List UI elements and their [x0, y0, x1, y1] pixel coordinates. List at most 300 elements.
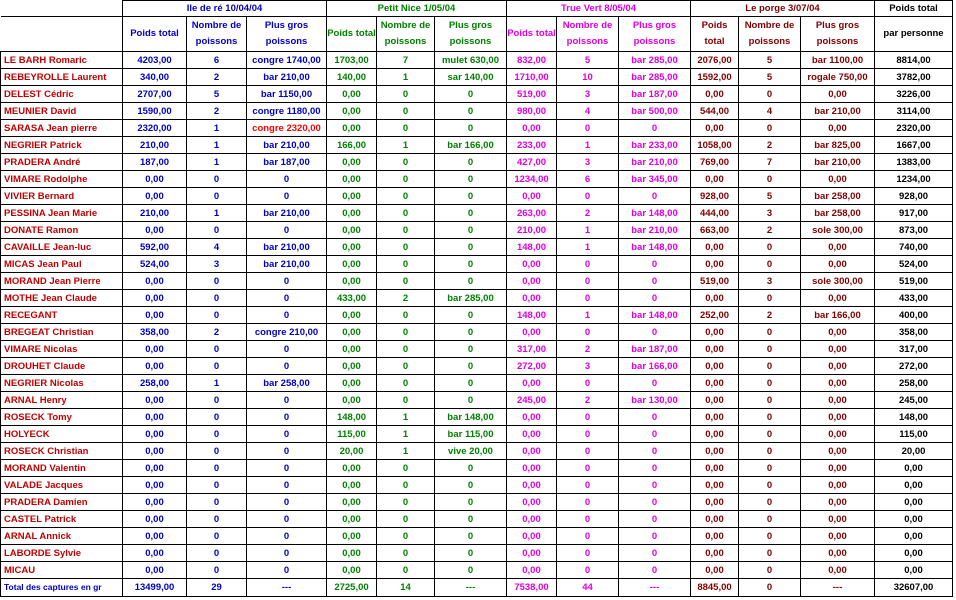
biggest-fish-cell: bar 166,00	[801, 307, 875, 324]
count-cell: 1	[187, 375, 247, 392]
weight-cell: 0,00	[691, 239, 739, 256]
biggest-fish-cell: congre 1180,00	[247, 103, 327, 120]
weight-cell: 166,00	[327, 137, 377, 154]
count-cell: 1	[187, 205, 247, 222]
weight-cell: 0,00	[123, 494, 187, 511]
biggest-fish-cell: 0	[435, 460, 507, 477]
total-weight-cell: 0,00	[875, 545, 953, 562]
total-weight-cell: 245,00	[875, 392, 953, 409]
weight-cell: 980,00	[507, 103, 557, 120]
total-weight-cell: 8814,00	[875, 52, 953, 69]
weight-cell: 0,00	[691, 511, 739, 528]
biggest-fish-cell: 0,00	[801, 477, 875, 494]
count-cell: 4	[739, 103, 801, 120]
table-row	[1, 341, 953, 358]
count-cell: 1	[557, 307, 619, 324]
weight-cell: 0,00	[691, 545, 739, 562]
biggest-fish-cell: 0	[247, 290, 327, 307]
angler-name: SARASA Jean pierre	[1, 120, 123, 137]
count-cell: 7	[739, 154, 801, 171]
table-row	[1, 324, 953, 341]
biggest-fish-cell: 0	[435, 171, 507, 188]
count-cell: 0	[187, 358, 247, 375]
biggest-fish-cell: 0	[247, 545, 327, 562]
total-weight-cell: 3114,00	[875, 103, 953, 120]
weight-cell: 0,00	[507, 477, 557, 494]
total-weight-cell: 917,00	[875, 205, 953, 222]
count-cell: 0	[187, 562, 247, 579]
biggest-fish-cell: 0	[619, 528, 691, 545]
count-cell: 1	[377, 69, 435, 86]
angler-name: VIMARE Rodolphe	[1, 171, 123, 188]
count-cell: 5	[739, 69, 801, 86]
col-header-plus-gros-poissons: Plus gros poissons	[435, 17, 507, 52]
biggest-fish-cell: mulet 630,00	[435, 52, 507, 69]
weight-cell: 148,00	[327, 409, 377, 426]
footer-grand-total: 32607,00	[875, 579, 953, 597]
biggest-fish-cell: 0	[247, 307, 327, 324]
count-cell: 2	[187, 69, 247, 86]
table-row	[1, 375, 953, 392]
weight-cell: 272,00	[507, 358, 557, 375]
biggest-fish-cell: 0	[435, 120, 507, 137]
total-weight-cell: 0,00	[875, 511, 953, 528]
biggest-fish-cell: rogale 750,00	[801, 69, 875, 86]
weight-cell: 0,00	[327, 239, 377, 256]
count-cell: 1	[187, 154, 247, 171]
table-row	[1, 409, 953, 426]
biggest-fish-cell: 0	[247, 273, 327, 290]
angler-name: LABORDE Sylvie	[1, 545, 123, 562]
table-row	[1, 477, 953, 494]
biggest-fish-cell: bar 233,00	[619, 137, 691, 154]
biggest-fish-cell: 0	[619, 409, 691, 426]
biggest-fish-cell: bar 345,00	[619, 171, 691, 188]
weight-cell: 115,00	[327, 426, 377, 443]
col-header-nombre-poissons: Nombre de poissons	[739, 17, 801, 52]
biggest-fish-cell: vive 20,00	[435, 443, 507, 460]
footer-weight: 13499,00	[123, 579, 187, 597]
biggest-fish-cell: bar 1150,00	[247, 86, 327, 103]
table-row	[1, 137, 953, 154]
count-cell: 6	[557, 171, 619, 188]
table-row	[1, 171, 953, 188]
biggest-fish-cell: 0,00	[801, 171, 875, 188]
footer-biggest: ---	[801, 579, 875, 597]
weight-cell: 0,00	[123, 477, 187, 494]
weight-cell: 0,00	[327, 222, 377, 239]
footer-weight: 2725,00	[327, 579, 377, 597]
weight-cell: 187,00	[123, 154, 187, 171]
weight-cell: 0,00	[507, 409, 557, 426]
weight-cell: 0,00	[327, 494, 377, 511]
table-row	[1, 188, 953, 205]
weight-cell: 0,00	[327, 392, 377, 409]
table-row	[1, 52, 953, 69]
biggest-fish-cell: 0	[247, 222, 327, 239]
total-weight-cell: 3226,00	[875, 86, 953, 103]
count-cell: 3	[739, 205, 801, 222]
weight-cell: 0,00	[691, 528, 739, 545]
biggest-fish-cell: 0,00	[801, 341, 875, 358]
table-row	[1, 494, 953, 511]
total-weight-cell: 433,00	[875, 290, 953, 307]
weight-cell: 0,00	[507, 120, 557, 137]
biggest-fish-cell: bar 825,00	[801, 137, 875, 154]
angler-name: ROSECK Tomy	[1, 409, 123, 426]
count-cell: 2	[557, 205, 619, 222]
biggest-fish-cell: 0,00	[801, 511, 875, 528]
biggest-fish-cell: 0	[247, 409, 327, 426]
count-cell: 3	[557, 154, 619, 171]
biggest-fish-cell: 0	[619, 460, 691, 477]
total-weight-cell: 148,00	[875, 409, 953, 426]
table-row	[1, 154, 953, 171]
weight-cell: 519,00	[691, 273, 739, 290]
weight-cell: 928,00	[691, 188, 739, 205]
count-cell: 1	[377, 409, 435, 426]
col-header-plus-gros-poissons: Plus gros poissons	[619, 17, 691, 52]
weight-cell: 0,00	[691, 477, 739, 494]
count-cell: 0	[739, 358, 801, 375]
angler-name: NEGRIER Patrick	[1, 137, 123, 154]
count-cell: 3	[187, 256, 247, 273]
count-cell: 0	[557, 443, 619, 460]
biggest-fish-cell: 0,00	[801, 562, 875, 579]
count-cell: 0	[187, 341, 247, 358]
biggest-fish-cell: 0,00	[801, 460, 875, 477]
weight-cell: 0,00	[691, 443, 739, 460]
biggest-fish-cell: 0,00	[801, 392, 875, 409]
count-cell: 5	[739, 188, 801, 205]
weight-cell: 0,00	[691, 460, 739, 477]
count-cell: 2	[739, 222, 801, 239]
count-cell: 0	[187, 545, 247, 562]
total-weight-cell: 317,00	[875, 341, 953, 358]
table-row	[1, 222, 953, 239]
biggest-fish-cell: 0,00	[801, 239, 875, 256]
count-cell: 0	[557, 528, 619, 545]
weight-cell: 148,00	[507, 239, 557, 256]
footer-count: 14	[377, 579, 435, 597]
count-cell: 0	[739, 86, 801, 103]
angler-name: PRADERA André	[1, 154, 123, 171]
weight-cell: 0,00	[123, 222, 187, 239]
count-cell: 0	[187, 409, 247, 426]
biggest-fish-cell: 0	[435, 188, 507, 205]
count-cell: 1	[557, 239, 619, 256]
biggest-fish-cell: bar 258,00	[247, 375, 327, 392]
biggest-fish-cell: bar 187,00	[619, 341, 691, 358]
count-cell: 0	[739, 392, 801, 409]
angler-name: MOTHE Jean Claude	[1, 290, 123, 307]
count-cell: 0	[377, 562, 435, 579]
footer-count: 0	[739, 579, 801, 597]
weight-cell: 0,00	[327, 120, 377, 137]
weight-cell: 0,00	[327, 256, 377, 273]
angler-name: VALADE Jacques	[1, 477, 123, 494]
corner-cell	[1, 1, 123, 17]
biggest-fish-cell: bar 115,00	[435, 426, 507, 443]
count-cell: 0	[187, 443, 247, 460]
table-row	[1, 69, 953, 86]
count-cell: 0	[377, 494, 435, 511]
biggest-fish-cell: 0	[435, 256, 507, 273]
col-header-poids-total: Poids total	[507, 17, 557, 52]
count-cell: 0	[377, 392, 435, 409]
weight-cell: 0,00	[507, 443, 557, 460]
count-cell: 0	[739, 239, 801, 256]
weight-cell: 0,00	[327, 358, 377, 375]
weight-cell: 0,00	[123, 341, 187, 358]
weight-cell: 0,00	[327, 273, 377, 290]
event-title-1: Ile de ré 10/04/04	[123, 1, 327, 17]
col-header-nombre-poissons: Nombre de poissons	[187, 17, 247, 52]
table-row	[1, 239, 953, 256]
biggest-fish-cell: 0	[247, 477, 327, 494]
biggest-fish-cell: 0	[435, 477, 507, 494]
weight-cell: 0,00	[507, 528, 557, 545]
angler-name: PESSINA Jean Marie	[1, 205, 123, 222]
count-cell: 0	[739, 256, 801, 273]
biggest-fish-cell: 0	[435, 545, 507, 562]
biggest-fish-cell: 0,00	[801, 494, 875, 511]
weight-cell: 2076,00	[691, 52, 739, 69]
total-weight-cell: 358,00	[875, 324, 953, 341]
count-cell: 0	[377, 460, 435, 477]
weight-cell: 2707,00	[123, 86, 187, 103]
table-row	[1, 205, 953, 222]
footer-biggest: ---	[435, 579, 507, 597]
biggest-fish-cell: 0	[435, 324, 507, 341]
count-cell: 4	[557, 103, 619, 120]
biggest-fish-cell: bar 187,00	[619, 86, 691, 103]
biggest-fish-cell: 0	[435, 239, 507, 256]
count-cell: 0	[187, 273, 247, 290]
count-cell: 0	[187, 307, 247, 324]
angler-name: CAVAILLE Jean-luc	[1, 239, 123, 256]
table-row	[1, 86, 953, 103]
weight-cell: 0,00	[123, 273, 187, 290]
weight-cell: 0,00	[327, 324, 377, 341]
weight-cell: 0,00	[327, 154, 377, 171]
biggest-fish-cell: bar 210,00	[801, 154, 875, 171]
biggest-fish-cell: bar 210,00	[247, 69, 327, 86]
angler-name: PRADERA Damien	[1, 494, 123, 511]
angler-name: MICAU	[1, 562, 123, 579]
count-cell: 0	[187, 188, 247, 205]
count-cell: 2	[739, 137, 801, 154]
weight-cell: 0,00	[327, 460, 377, 477]
count-cell: 1	[377, 137, 435, 154]
weight-cell: 0,00	[327, 188, 377, 205]
corner-cell-2	[1, 17, 123, 52]
weight-cell: 0,00	[123, 545, 187, 562]
count-cell: 0	[377, 358, 435, 375]
count-cell: 0	[187, 426, 247, 443]
angler-name: RECEGANT	[1, 307, 123, 324]
angler-name: REBEYROLLE Laurent	[1, 69, 123, 86]
weight-cell: 0,00	[327, 307, 377, 324]
count-cell: 2	[557, 392, 619, 409]
count-cell: 6	[187, 52, 247, 69]
count-cell: 0	[739, 171, 801, 188]
weight-cell: 20,00	[327, 443, 377, 460]
weight-cell: 1710,00	[507, 69, 557, 86]
weight-cell: 0,00	[123, 528, 187, 545]
biggest-fish-cell: 0,00	[801, 256, 875, 273]
biggest-fish-cell: 0,00	[801, 545, 875, 562]
total-weight-cell: 0,00	[875, 528, 953, 545]
table-row	[1, 511, 953, 528]
biggest-fish-cell: 0,00	[801, 375, 875, 392]
weight-cell: 233,00	[507, 137, 557, 154]
count-cell: 0	[187, 528, 247, 545]
total-weight-cell: 0,00	[875, 562, 953, 579]
biggest-fish-cell: 0,00	[801, 120, 875, 137]
count-cell: 0	[739, 290, 801, 307]
weight-cell: 245,00	[507, 392, 557, 409]
count-cell: 0	[377, 222, 435, 239]
angler-name: MICAS Jean Paul	[1, 256, 123, 273]
biggest-fish-cell: 0	[247, 426, 327, 443]
biggest-fish-cell: 0	[619, 324, 691, 341]
angler-name: DROUHET Claude	[1, 358, 123, 375]
biggest-fish-cell: 0	[619, 477, 691, 494]
weight-cell: 0,00	[123, 562, 187, 579]
count-cell: 2	[557, 341, 619, 358]
weight-cell: 340,00	[123, 69, 187, 86]
biggest-fish-cell: 0,00	[801, 443, 875, 460]
weight-cell: 148,00	[507, 307, 557, 324]
biggest-fish-cell: 0	[619, 511, 691, 528]
total-weight-cell: 740,00	[875, 239, 953, 256]
weight-cell: 0,00	[123, 358, 187, 375]
biggest-fish-cell: 0	[247, 188, 327, 205]
weight-cell: 1590,00	[123, 103, 187, 120]
col-header-nombre-poissons: Nombre de poissons	[557, 17, 619, 52]
count-cell: 0	[739, 477, 801, 494]
count-cell: 0	[377, 375, 435, 392]
weight-cell: 427,00	[507, 154, 557, 171]
weight-cell: 0,00	[327, 103, 377, 120]
count-cell: 0	[557, 426, 619, 443]
biggest-fish-cell: bar 1100,00	[801, 52, 875, 69]
weight-cell: 544,00	[691, 103, 739, 120]
total-weight-cell: 3782,00	[875, 69, 953, 86]
biggest-fish-cell: bar 148,00	[619, 239, 691, 256]
weight-cell: 0,00	[691, 426, 739, 443]
biggest-fish-cell: 0	[435, 154, 507, 171]
biggest-fish-cell: 0	[619, 120, 691, 137]
total-weight-cell: 0,00	[875, 477, 953, 494]
biggest-fish-cell: 0	[619, 290, 691, 307]
count-cell: 0	[739, 443, 801, 460]
biggest-fish-cell: 0	[247, 511, 327, 528]
count-cell: 0	[739, 324, 801, 341]
angler-name: MORAND Valentin	[1, 460, 123, 477]
col-header-plus-gros-poissons: Plus gros poissons	[247, 17, 327, 52]
weight-cell: 0,00	[123, 290, 187, 307]
table-row	[1, 307, 953, 324]
total-weight-cell: 115,00	[875, 426, 953, 443]
weight-cell: 832,00	[507, 52, 557, 69]
count-cell: 0	[377, 171, 435, 188]
weight-cell: 0,00	[507, 256, 557, 273]
angler-name: ARNAL Annick	[1, 528, 123, 545]
count-cell: 0	[557, 477, 619, 494]
biggest-fish-cell: 0	[247, 443, 327, 460]
biggest-fish-cell: 0	[435, 273, 507, 290]
weight-cell: 663,00	[691, 222, 739, 239]
table-row	[1, 562, 953, 579]
angler-name: ROSECK Christian	[1, 443, 123, 460]
count-cell: 0	[187, 222, 247, 239]
biggest-fish-cell: bar 187,00	[247, 154, 327, 171]
count-cell: 7	[377, 52, 435, 69]
footer-label: Total des captures en gr	[1, 579, 123, 597]
total-weight-cell: 1234,00	[875, 171, 953, 188]
biggest-fish-cell: bar 258,00	[801, 205, 875, 222]
weight-cell: 0,00	[327, 341, 377, 358]
weight-cell: 358,00	[123, 324, 187, 341]
count-cell: 0	[377, 154, 435, 171]
weight-cell: 0,00	[507, 324, 557, 341]
weight-cell: 210,00	[123, 137, 187, 154]
total-weight-cell: 873,00	[875, 222, 953, 239]
weight-cell: 0,00	[507, 562, 557, 579]
count-cell: 2	[377, 290, 435, 307]
angler-name: VIVIER Bernard	[1, 188, 123, 205]
weight-cell: 0,00	[507, 273, 557, 290]
count-cell: 0	[377, 86, 435, 103]
biggest-fish-cell: bar 148,00	[619, 205, 691, 222]
count-cell: 0	[557, 273, 619, 290]
table-row	[1, 273, 953, 290]
biggest-fish-cell: 0	[619, 426, 691, 443]
angler-name: LE BARH Romaric	[1, 52, 123, 69]
event-title-3: True Vert 8/05/04	[507, 1, 691, 17]
biggest-fish-cell: 0	[619, 443, 691, 460]
biggest-fish-cell: 0	[435, 528, 507, 545]
biggest-fish-cell: bar 210,00	[247, 205, 327, 222]
biggest-fish-cell: bar 166,00	[619, 358, 691, 375]
count-cell: 2	[187, 103, 247, 120]
biggest-fish-cell: 0,00	[801, 290, 875, 307]
count-cell: 0	[187, 460, 247, 477]
count-cell: 0	[187, 392, 247, 409]
weight-cell: 524,00	[123, 256, 187, 273]
weight-cell: 0,00	[123, 392, 187, 409]
table-row	[1, 290, 953, 307]
event-title-4: Le porge 3/07/04	[691, 1, 875, 17]
weight-cell: 317,00	[507, 341, 557, 358]
biggest-fish-cell: 0	[435, 511, 507, 528]
count-cell: 10	[557, 69, 619, 86]
count-cell: 0	[377, 324, 435, 341]
col-header-poids-total: Poids total	[123, 17, 187, 52]
count-cell: 0	[557, 188, 619, 205]
count-cell: 0	[557, 375, 619, 392]
angler-name: VIMARE Nicolas	[1, 341, 123, 358]
weight-cell: 0,00	[507, 426, 557, 443]
angler-name: DELEST Cédric	[1, 86, 123, 103]
weight-cell: 0,00	[507, 290, 557, 307]
weight-cell: 0,00	[327, 562, 377, 579]
biggest-fish-cell: bar 258,00	[801, 188, 875, 205]
biggest-fish-cell: 0	[247, 562, 327, 579]
biggest-fish-cell: 0	[619, 545, 691, 562]
